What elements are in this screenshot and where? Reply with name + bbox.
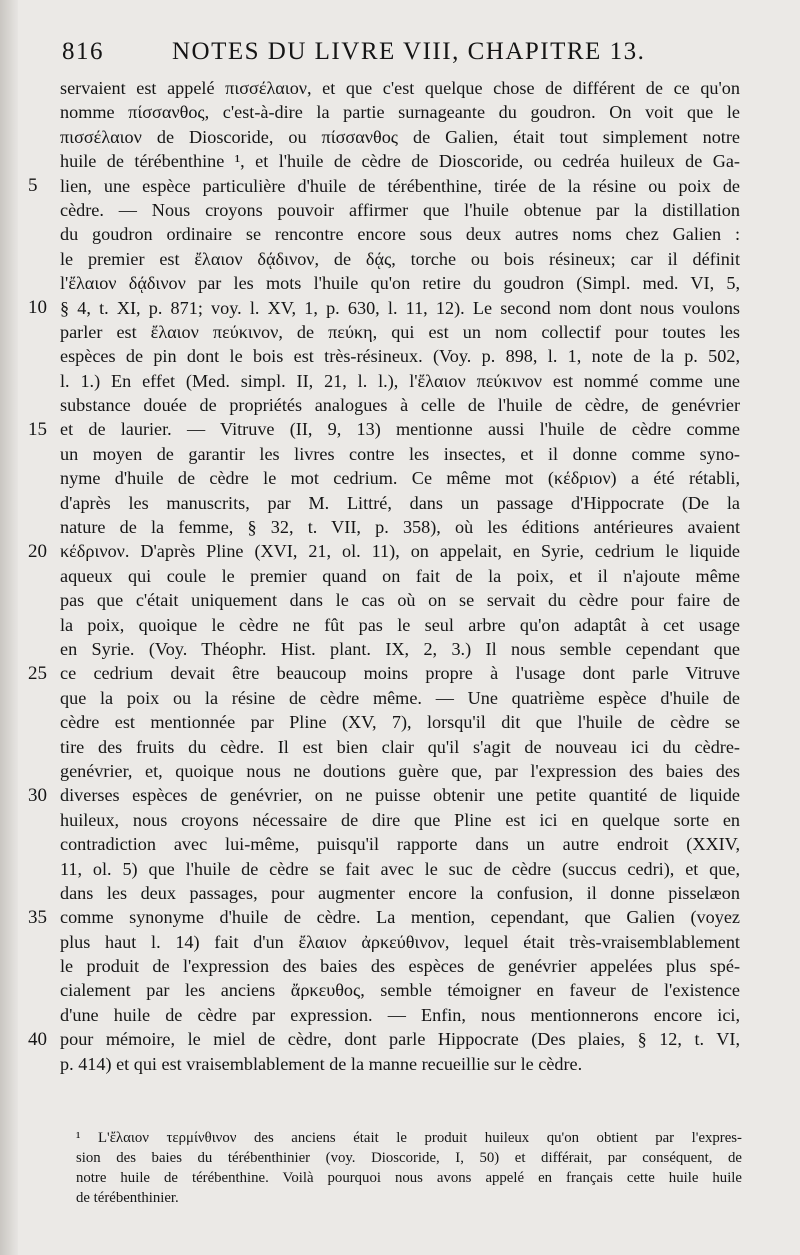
text-line: πισσέλαιον de Dioscoride, ou πίσσανθος de Galien, était tout simplement notre — [60, 126, 740, 147]
text-line: le produit de l'expression des baies des espèces de genévrier appelées plus spé- — [60, 956, 740, 977]
text-line: lien, une espèce particulière d'huile de térébenthine, tirée de la résine ou poix de — [60, 175, 740, 196]
line-number: 5 — [28, 174, 38, 196]
text-line: le premier est ἔλαιον δᾴδινον, de δᾴς, torche ou bois résineux; car il définit — [60, 248, 740, 269]
running-header — [62, 38, 780, 74]
footnote-line: de térébenthinier. — [76, 1190, 179, 1206]
line-number: 30 — [28, 784, 47, 806]
line-number: 40 — [28, 1028, 47, 1050]
text-line: l'ἔλαιον δᾴδινον par les mots l'huile qu'on retire du goudron (Simpl. med. VI, 5, — [60, 273, 740, 294]
text-line: p. 414) et qui est vraisemblablement de la manne recueillie sur le cèdre. — [60, 1053, 583, 1074]
text-line: genévrier, et, quoique nous ne doutions guère que, par l'expression des baies des — [60, 760, 740, 781]
page-number: 816 — [62, 38, 104, 65]
line-number: 35 — [28, 906, 47, 928]
text-line: espèces de pin dont le bois est très-résineux. (Voy. p. 898, l. 1, note de la p. 502, — [60, 346, 740, 367]
text-line: 11, ol. 5) que l'huile de cèdre se fait avec le suc de cèdre (succus cedri), et que, — [60, 858, 740, 879]
line-number: 10 — [28, 296, 47, 318]
text-line: servaient est appelé πισσέλαιον, et que c'est quelque chose de différent de ce qu'on — [60, 78, 740, 98]
text-line: nature de la femme, § 32, t. VII, p. 358), où les éditions antérieures avaient — [60, 517, 740, 538]
text-line: d'une huile de cèdre par expression. — Enfin, nous mentionnerons encore ici, — [60, 1004, 740, 1025]
text-line: substance douée de propriétés analogues à celle de l'huile de cèdre, de genévrier — [60, 395, 740, 416]
text-line: diverses espèces de genévrier, on ne puisse obtenir une petite quantité de liquide — [60, 785, 740, 806]
running-title: NOTES DU LIVRE VIII, CHAPITRE 13. — [172, 38, 646, 65]
main-text — [60, 76, 740, 1076]
text-line: d'après les manuscrits, par M. Littré, dans un passage d'Hippocrate (De la — [60, 492, 740, 513]
text-line: et de laurier. — Vitruve (II, 9, 13) mentionne aussi l'huile de cèdre comme — [60, 419, 740, 440]
text-line: la poix, quoique le cèdre ne fût pas le seul arbre qu'on adaptât à cet usage — [60, 614, 740, 635]
text-line: en Syrie. (Voy. Théophr. Hist. plant. IX, 2, 3.) Il nous semble cependant que — [60, 638, 740, 659]
text-line: tire des fruits du cèdre. Il est bien clair qu'il s'agit de nouveau ici du cèdre- — [60, 736, 740, 757]
text-line: nyme d'huile de cèdre le mot cedrium. Ce même mot (κέδριον) a été rétabli, — [60, 468, 740, 489]
text-line: du goudron ordinaire se rencontre encore sous deux autres noms chez Galien : — [60, 224, 740, 245]
text-line: que la poix ou la résine de cèdre même. — Une quatrième espèce d'huile de — [60, 687, 740, 708]
line-number: 20 — [28, 540, 47, 562]
footnote-line: sion des baies du térébenthinier (voy. Dioscoride, I, 50) et différait, par conséquent, de — [76, 1150, 742, 1166]
text-line: nomme πίσσανθος, c'est-à-dire la partie surnageante du goudron. On voit que le — [60, 102, 740, 123]
line-number: 25 — [28, 662, 47, 684]
text-line: huile de térébenthine ¹, et l'huile de cèdre de Dioscoride, ou cedréa huileux de Ga- — [60, 151, 740, 172]
text-line: cialement par les anciens ἄρκευθος, semble témoigner en faveur de l'existence — [60, 980, 740, 1001]
text-line: un moyen de garantir les livres contre les insectes, et il donne comme syno- — [60, 443, 740, 464]
text-line: § 4, t. XI, p. 871; voy. l. XV, 1, p. 630, l. 11, 12). Le second nom dont nous voulons — [60, 297, 740, 318]
text-line: parler est ἔλαιον πεύκινον, de πεύκη, qui est un nom collectif pour toutes les — [60, 321, 740, 342]
text-line: κέδρινον. D'après Pline (XVI, 21, ol. 11), on appelait, en Syrie, cedrium le liquide — [60, 541, 740, 562]
text-line: contradiction avec lui-même, puisqu'il rapporte dans un autre endroit (XXIV, — [60, 834, 740, 855]
footnote-line: ¹ L'ἔλαιον τερμίνθινον des anciens était le produit huileux qu'on obtient par l'expres- — [76, 1130, 742, 1146]
text-line: comme synonyme d'huile de cèdre. La mention, cependant, que Galien (voyez — [60, 907, 740, 928]
text-line: ce cedrium devait être beaucoup moins propre à l'usage dont parle Vitruve — [60, 663, 740, 684]
text-line: plus haut l. 14) fait d'un ἔλαιον ἀρκεύθινον, lequel était très-vraisemblablement — [60, 931, 740, 952]
text-line: pour mémoire, le miel de cèdre, dont parle Hippocrate (Des plaies, § 12, t. VI, — [60, 1029, 740, 1050]
text-line: cèdre est mentionnée par Pline (XV, 7), lorsqu'il dit que l'huile de cèdre se — [60, 712, 740, 733]
text-line: cèdre. — Nous croyons pouvoir affirmer que l'huile obtenue par la distillation — [60, 199, 740, 220]
text-line: pas que c'était uniquement dans le cas où on se servait du cèdre pour faire de — [60, 590, 740, 611]
footnote — [76, 1128, 742, 1208]
page-gutter-shadow — [0, 0, 18, 1255]
line-number: 15 — [28, 418, 47, 440]
text-line: dans les deux passages, pour augmenter encore la confusion, il donne pisselæon — [60, 882, 740, 903]
text-line: huileux, nous croyons nécessaire de dire que Pline est ici en quelque sorte en — [60, 809, 740, 830]
text-line: aqueux qui coule le premier quand on fait de la poix, et il n'ajoute même — [60, 565, 740, 586]
footnote-line: notre huile de térébenthine. Voilà pourquoi nous avons appelé en français cette huile huile — [76, 1170, 742, 1186]
text-line: l. 1.) En effet (Med. simpl. II, 21, l. l.), l'ἔλαιον πεύκινον est nommé comme une — [60, 370, 740, 391]
